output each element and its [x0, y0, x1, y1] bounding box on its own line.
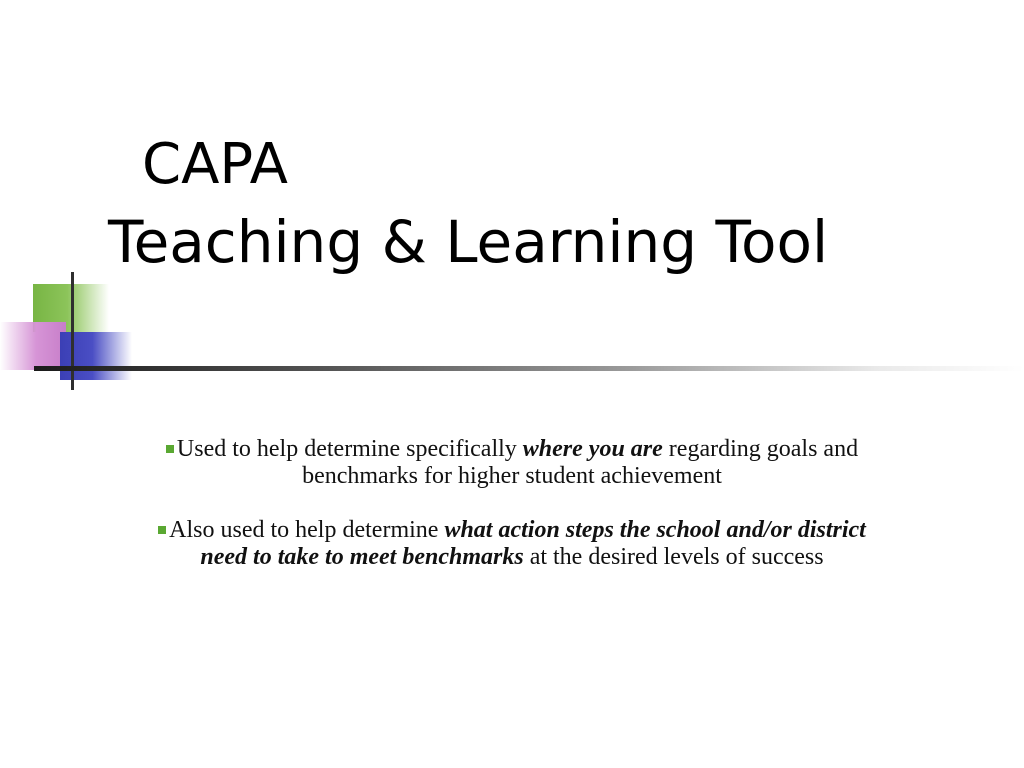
pink-decor-bar — [0, 322, 66, 370]
square-bullet-icon — [166, 445, 174, 453]
bullet-item — [150, 436, 874, 490]
bullet-text-emphasis: where you are — [522, 436, 663, 462]
bullet-text-pre: Also used to help determine — [169, 517, 445, 543]
slide-title-line1: CAPA — [142, 132, 288, 197]
square-bullet-icon — [158, 526, 166, 534]
bullet-text-post: regarding goals and benchmarks for higher student achievement — [302, 436, 859, 489]
bullet-text-pre: Used to help determine specifically — [176, 436, 523, 462]
bullet-list — [150, 436, 874, 598]
vertical-decor-line — [71, 272, 74, 390]
slide-title-line2: Teaching & Learning Tool — [108, 208, 829, 276]
horizontal-divider-line — [34, 366, 1024, 371]
bullet-text-post: at the desired levels of success — [523, 544, 824, 570]
bullet-text-emphasis: what action steps the school and/or district need to take to meet benchmarks — [200, 517, 866, 570]
bullet-item — [150, 517, 874, 571]
